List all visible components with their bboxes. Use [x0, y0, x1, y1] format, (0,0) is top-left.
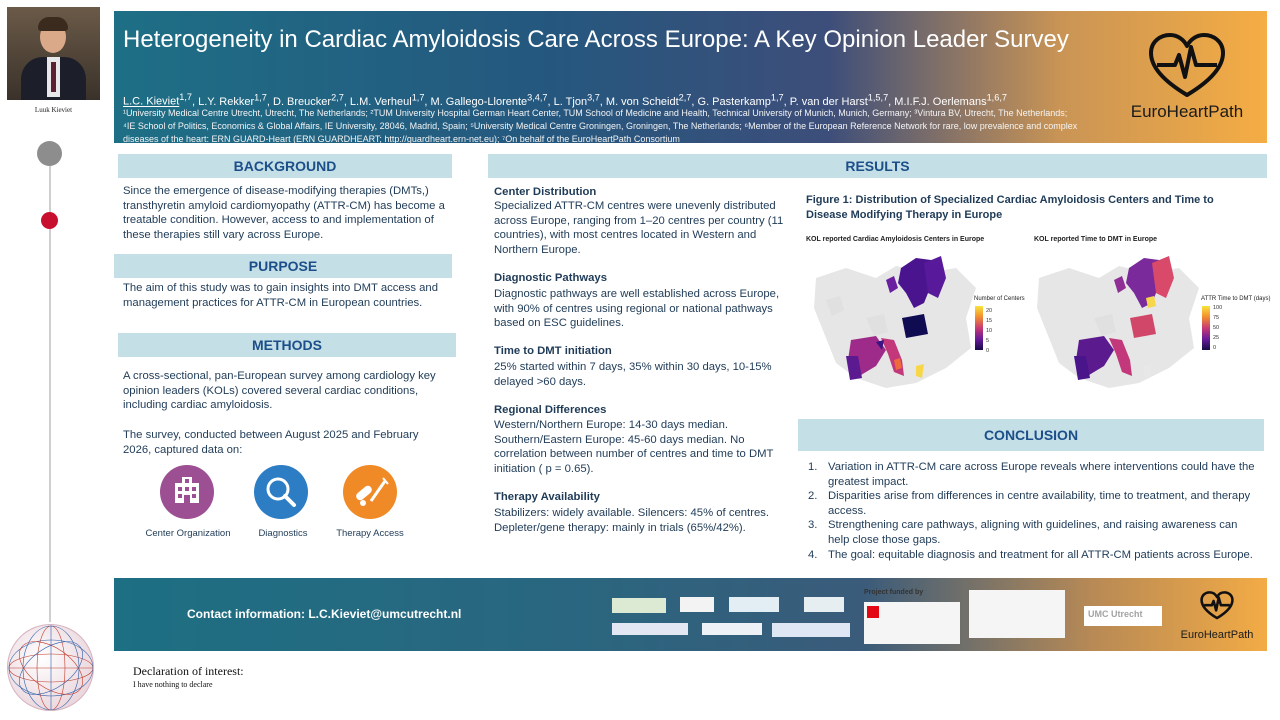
timeline-start-marker[interactable] — [37, 141, 62, 166]
pills-syringe-icon — [343, 465, 397, 519]
map2-tick: 25 — [1213, 335, 1220, 341]
footer-euroheartpath-logo — [1174, 584, 1260, 644]
methods-text-2: The survey, conducted between August 2025 and February 2026, captured data on: — [123, 429, 419, 456]
poster-footer — [114, 578, 1267, 651]
map-time-to-dmt-europe — [1034, 248, 1204, 398]
euroheartpath-logo — [1117, 27, 1257, 127]
result-text-regional-differences: Western/Northern Europe: 14-30 days median. Southern/Eastern Europe: 45-60 days median. No correlation between number of centres and time to DMT initiation ( p = 0.65). — [494, 419, 774, 475]
icon-label-therapy-access: Therapy Access — [336, 528, 404, 539]
map2-title: KOL reported Time to DMT in Europe — [1034, 236, 1158, 243]
result-title-time-to-dmt: Time to DMT initiation — [494, 345, 612, 357]
poster-header-banner — [114, 11, 1267, 143]
map1-tick: 15 — [986, 318, 993, 324]
map2-tick: 50 — [1213, 325, 1220, 331]
result-title-diagnostic-pathways: Diagnostic Pathways — [494, 272, 608, 284]
result-title-regional-differences: Regional Differences — [494, 404, 607, 416]
affiliations: ¹University Medical Centre Utrecht, Utrecht, The Netherlands; ²TUM University Hospital German Heart Center, TUM School of Medicine and Health, Technical University of Munich, Munich, Germany; ³Vintura BV, Utrecht, The Netherlands; ⁴IE School of Politics, Economics & Global Affairs, IE University, 28046, Madrid, Spain; ⁵University Medical Centre Groningen, Groningen, The Netherlands; ⁶Member of the European Reference Network for rare, low prevalence and complex diseases of the heart: ERN GUARD-Heart (ERN GUARDHEART; http://guardheart.ern-net.eu); ⁷On behalf of the EuroHeartPath Consortium — [123, 108, 1078, 144]
conclusion-item-text: Variation in ATTR-CM care across Europe reveals where interventions could have the greatest impact. — [828, 461, 1255, 488]
author-list — [123, 92, 1083, 108]
map1-color-scale — [975, 306, 983, 350]
heart-pulse-icon — [1117, 27, 1257, 102]
sponsor-logo — [612, 598, 666, 613]
map1-tick: 5 — [986, 338, 990, 344]
result-title-center-distribution: Center Distribution — [494, 186, 597, 198]
co-author-name: , M. Gallego-Llorente — [424, 95, 528, 108]
funded-by-label: Project funded by — [864, 589, 924, 596]
result-title-therapy-availability: Therapy Availability — [494, 491, 600, 503]
footer-logo-text: EuroHeartPath — [1180, 629, 1254, 641]
decorative-globe — [7, 624, 94, 711]
methods-heading: METHODS — [118, 333, 456, 357]
co-author-affil: 1,7 — [770, 92, 784, 102]
magnifier-icon — [254, 465, 308, 519]
sfdea-logo — [969, 590, 1065, 638]
sponsor-logo — [680, 597, 714, 612]
purpose-heading: PURPOSE — [114, 254, 452, 278]
contact-information: Contact information: L.C.Kieviet@umcutrecht.nl — [187, 607, 462, 621]
result-text-time-to-dmt: 25% started within 7 days, 35% within 30 days, 10-15% delayed >60 days. — [494, 361, 772, 388]
conclusion-item: 4. The goal: equitable diagnosis and treatment for all ATTR-CM patients across Europe. — [808, 548, 1253, 561]
co-author-name: , M.I.F.J. Oerlemans — [888, 95, 987, 108]
co-author-name: , D. Breucker — [266, 95, 332, 108]
sponsor-logo — [772, 623, 850, 637]
first-author-affil: 1,7 — [179, 92, 192, 102]
result-text-diagnostic-pathways: Diagnostic pathways are well established across Europe, with 90% of centres using regional or national pathways based on ESC guidelines. — [494, 288, 780, 330]
sponsor-logo — [612, 623, 688, 635]
map2-legend-ticks — [1213, 303, 1222, 353]
conclusion-list — [808, 460, 1258, 562]
co-author-affil: 2,7 — [331, 92, 344, 102]
conclusion-item: 2. Disparities arise from differences in centre availability, time to treatment, and therapy access. — [808, 490, 1251, 517]
timeline-playhead[interactable] — [41, 212, 58, 229]
co-author-affil: 1,6,7 — [986, 92, 1007, 102]
map1-tick: 20 — [986, 308, 993, 314]
co-author-name: , M. von Scheidt — [599, 95, 679, 108]
conclusion-item: 1. Variation in ATTR-CM care across Europe reveals where interventions could have the greatest impact. — [808, 461, 1255, 488]
co-author-affil: 1,5,7 — [867, 92, 889, 102]
presenter-name: Luuk Kieviet — [34, 106, 73, 114]
co-author-affil: 1,7 — [254, 92, 267, 102]
icon-label-center-organization: Center Organization — [145, 528, 231, 539]
map1-tick: 10 — [986, 328, 993, 334]
declaration-text: I have nothing to declare — [133, 680, 213, 689]
co-authors — [191, 92, 1007, 108]
co-author-name: , L.M. Verheul — [343, 95, 412, 108]
result-text-center-distribution: Specialized ATTR-CM centres were unevenly distributed across Europe, ranging from 1–20 centres per country (11 countries), with most centres located in Western and Northern Europe. — [494, 200, 784, 256]
umc-utrecht-logo — [1084, 606, 1162, 626]
map1-legend-title: Number of Centers — [974, 296, 1025, 302]
results-heading: RESULTS — [488, 154, 1267, 178]
co-author-name: , P. van der Harst — [783, 95, 868, 108]
heart-pulse-icon — [1187, 584, 1247, 626]
conclusion-item-text: Disparities arise from differences in centre availability, time to treatment, and therapy access. — [828, 490, 1251, 517]
presenter-photo — [7, 7, 100, 100]
co-author-affil: 3,4,7 — [527, 92, 548, 102]
map1-legend-ticks — [986, 306, 992, 356]
co-author-name: , G. Pasterkamp — [691, 95, 771, 108]
sponsor-logo — [729, 597, 779, 612]
sponsor-logo — [702, 623, 762, 635]
purpose-text: The aim of this study was to gain insights into DMT access and management practices for ATTR-CM in European countries. — [123, 282, 438, 309]
conclusion-heading: CONCLUSION — [798, 419, 1264, 451]
co-author-affil: 1,7 — [411, 92, 425, 102]
figure-title: Figure 1: Distribution of Specialized Cardiac Amyloidosis Centers and Time to Disease Modifying Therapy in Europe — [806, 194, 1214, 221]
map1-tick: 0 — [986, 348, 990, 354]
conclusion-item-text: The goal: equitable diagnosis and treatment for all ATTR-CM patients across Europe. — [828, 548, 1253, 561]
co-author-name: , L. Tjon — [547, 95, 588, 108]
methods-text-1: A cross-sectional, pan-European survey among cardiology key opinion leaders (KOLs) covered several cardiac conditions, including cardiac amyloidosis. — [123, 370, 436, 412]
map2-color-scale — [1202, 306, 1210, 350]
swiss-confederation-logo — [864, 602, 960, 644]
icon-label-diagnostics: Diagnostics — [258, 528, 308, 539]
conclusion-item: 3. Strengthening care pathways, aligning with guidelines, and raising awareness can help close those gaps. — [808, 519, 1238, 546]
map2-legend-title: ATTR Time to DMT (days) — [1201, 296, 1271, 302]
sponsor-logo — [804, 597, 844, 612]
map1-title: KOL reported Cardiac Amyloidosis Centers in Europe — [806, 236, 985, 243]
background-heading: BACKGROUND — [118, 154, 452, 178]
co-author-name: , L.Y. Rekker — [191, 95, 255, 108]
declaration-heading: Declaration of interest: — [133, 664, 244, 678]
first-author: L.C. Kieviet — [123, 95, 180, 108]
background-text: Since the emergence of disease-modifying therapies (DMTs,) transthyretin amyloid cardiomyopathy (ATTR-CM) has become a treatable condition. However, access to and implementation of these therapies still vary across Europe. — [123, 185, 445, 241]
result-text-therapy-availability: Stabilizers: widely available. Silencers: 45% of centres. Depleter/gene therapy: mainly in trials (65%/42%). — [494, 507, 770, 534]
map2-tick: 100 — [1213, 305, 1223, 311]
co-author-affil: 2,7 — [678, 92, 692, 102]
hospital-icon — [160, 465, 214, 519]
co-author-affil: 3,7 — [587, 92, 600, 102]
map2-tick: 0 — [1213, 345, 1217, 351]
conclusion-item-text: Strengthening care pathways, aligning with guidelines, and raising awareness can help close those gaps. — [828, 519, 1238, 546]
poster-title: Heterogeneity in Cardiac Amyloidosis Care Across Europe: A Key Opinion Leader Survey — [123, 26, 1069, 53]
umc-utrecht-text: UMC Utrecht — [1088, 609, 1143, 619]
logo-text: EuroHeartPath — [1130, 102, 1244, 121]
map2-tick: 75 — [1213, 315, 1220, 321]
